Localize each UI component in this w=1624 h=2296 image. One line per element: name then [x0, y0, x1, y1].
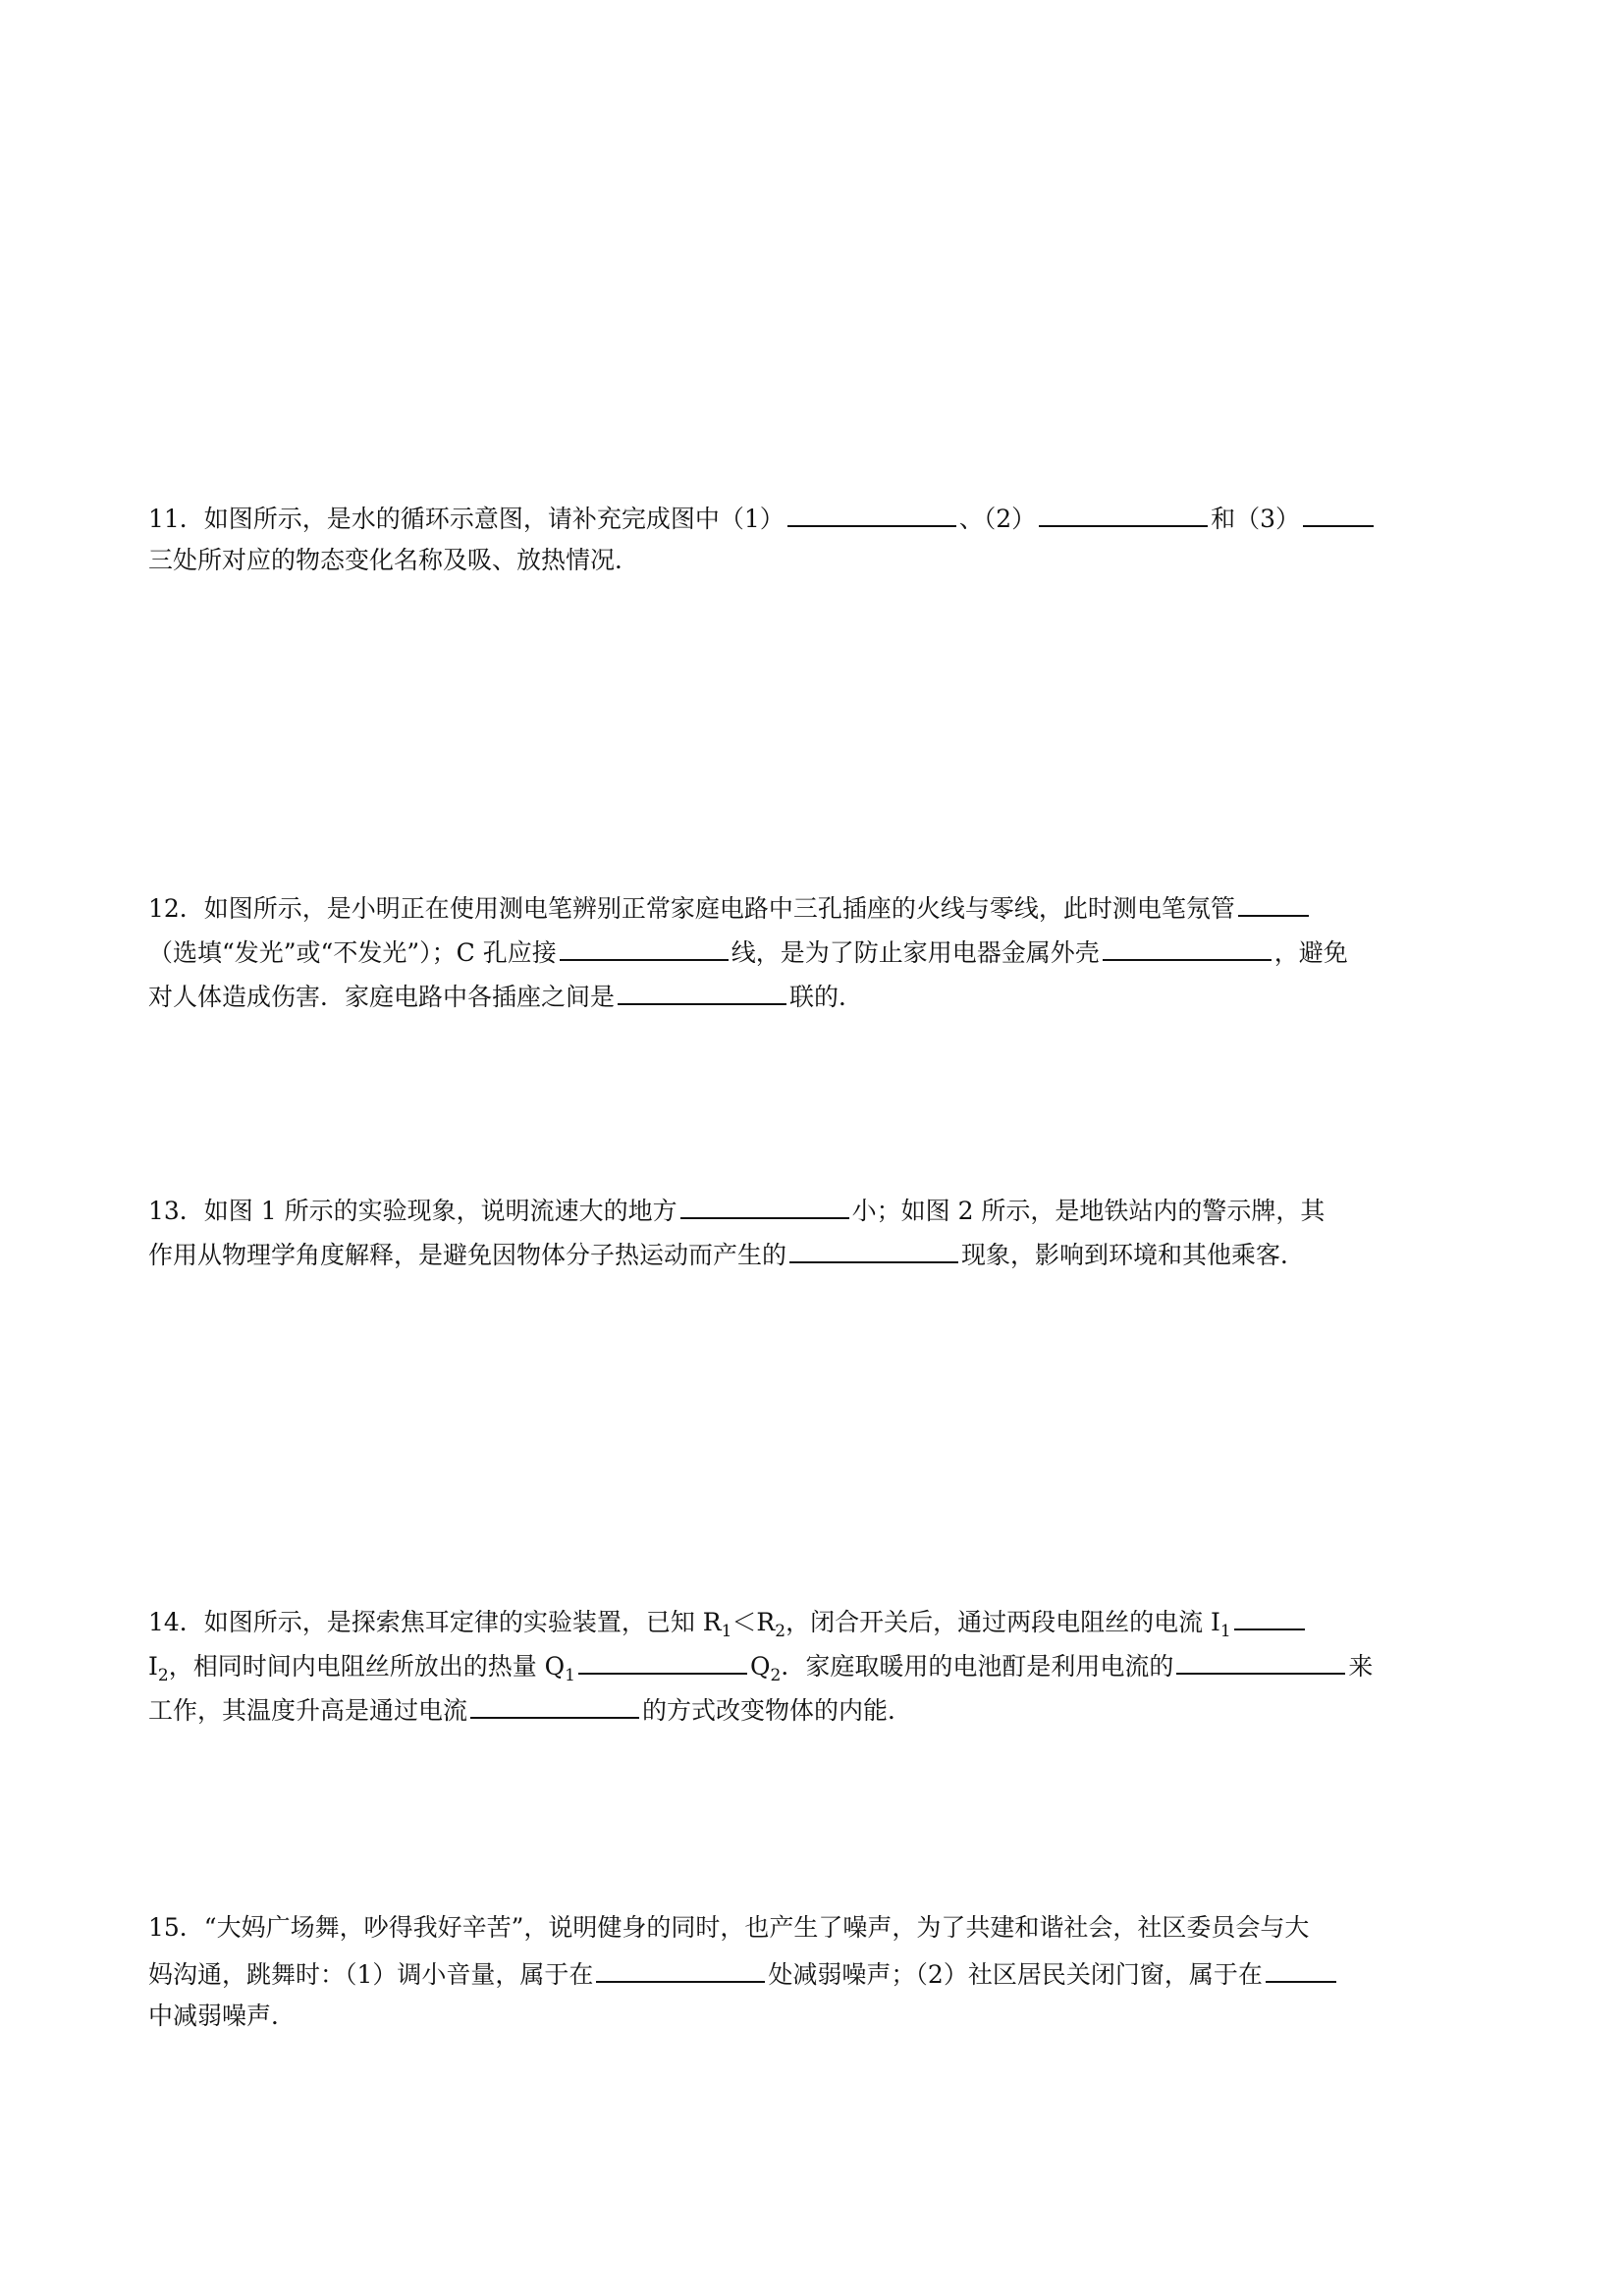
q15-line-1: 15．“大妈广场舞，吵得我好辛苦”，说明健身的同时，也产生了噪声，为了共建和谐社会，社区委员会与大 [148, 1913, 1310, 1942]
q11-line-1: 11．如图所示，是水的循环示意图，请补充完成图中（1） 、（2） 和（3） [148, 500, 1377, 536]
q13-line-2: 作用从物理学角度解释，是避免因物体分子热运动而产生的 现象，影响到环境和其他乘客． [148, 1236, 1305, 1272]
answer-blank[interactable] [787, 500, 956, 527]
q12-line-2: （选填“发光”或“不发光”）；C 孔应接 线，是为了防止家用电器金属外壳 ，避免 [148, 934, 1348, 970]
q12-line-1: 12．如图所示，是小明正在使用测电笔辨别正常家庭电路中三孔插座的火线与零线，此时测电笔氖管 [148, 889, 1312, 926]
answer-blank[interactable] [789, 1236, 958, 1263]
q13-line-1: 13．如图 1 所示的实验现象，说明流速大的地方 小；如图 2 所示，是地铁站内的警示牌，其 [148, 1192, 1325, 1228]
answer-blank[interactable] [560, 934, 729, 961]
q12-line-3: 对人体造成伤害．家庭电路中各插座之间是 联的． [148, 978, 863, 1014]
q14-line-3: 工作，其温度升高是通过电流 的方式改变物体的内能． [148, 1691, 912, 1728]
answer-blank[interactable] [1103, 934, 1272, 961]
q15-line-2: 妈沟通，跳舞时：（1）调小音量，属于在 处减弱噪声；（2）社区居民关闭门窗，属于在 [148, 1955, 1339, 1992]
answer-blank[interactable] [1176, 1647, 1345, 1675]
q14-line-2: $I_2$，相同时间内电阻丝所放出的热量 $Q_1$ $Q_2$．家庭取暖用的电池酊是利用电流的 来 [148, 1647, 1373, 1683]
answer-blank[interactable] [618, 978, 786, 1005]
q14-line-1: 14．如图所示，是探索焦耳定律的实验装置，已知 $R_1<R_2$，闭合开关后，通过两段电阻丝的电流 $I_1$ [148, 1603, 1308, 1639]
answer-blank[interactable] [578, 1647, 747, 1675]
q11-line-2: 三处所对应的物态变化名称及吸、放热情况． [148, 546, 640, 574]
answer-blank[interactable] [470, 1691, 639, 1719]
answer-blank[interactable] [1303, 500, 1374, 527]
answer-blank[interactable] [596, 1955, 765, 1983]
answer-blank[interactable] [1238, 889, 1309, 917]
q15-line-3: 中减弱噪声． [148, 2002, 297, 2030]
answer-blank[interactable] [680, 1192, 849, 1219]
answer-blank[interactable] [1234, 1603, 1305, 1630]
answer-blank[interactable] [1266, 1955, 1336, 1983]
answer-blank[interactable] [1039, 500, 1208, 527]
